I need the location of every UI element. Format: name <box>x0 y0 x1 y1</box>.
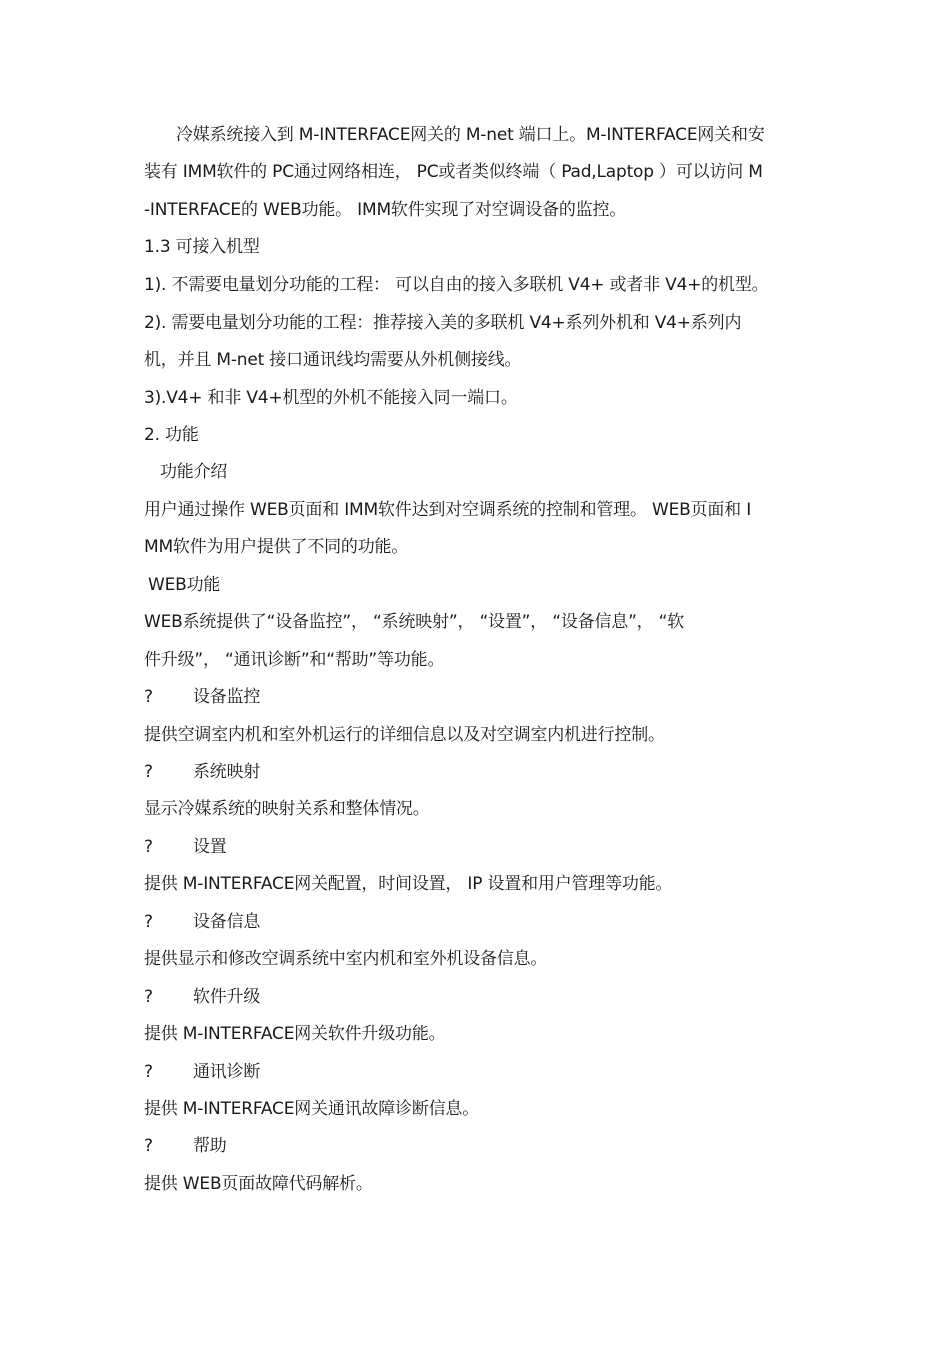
list-item: 1). 不需要电量划分功能的工程： 可以自由的接入多联机 V4+ 或者非 V4+的机型。 <box>144 275 769 295</box>
paragraph-line: WEB系统提供了“设备监控”， “系统映射”， “设置”， “设备信息”， “软 <box>144 612 685 632</box>
subsection-heading: WEB功能 <box>148 575 221 595</box>
feature-description: 提供 M-INTERFACE网关软件升级功能。 <box>144 1024 446 1044</box>
bullet-mark: ? <box>144 687 153 707</box>
section-heading: 2. 功能 <box>144 425 199 445</box>
list-item: 3).V4+ 和非 V4+机型的外机不能接入同一端口。 <box>144 388 518 408</box>
bullet-mark: ? <box>144 837 153 857</box>
paragraph-line: 件升级”， “通讯诊断”和“帮助”等功能。 <box>144 650 445 670</box>
paragraph-line: MM软件为用户提供了不同的功能。 <box>144 537 409 557</box>
bullet-mark: ? <box>144 912 153 932</box>
section-heading: 1.3 可接入机型 <box>144 237 260 257</box>
paragraph-line: 用户通过操作 WEB页面和 IMM软件达到对空调系统的控制和管理。 WEB页面和 I <box>144 500 752 520</box>
feature-description: 提供 M-INTERFACE网关通讯故障诊断信息。 <box>144 1099 480 1119</box>
feature-title: 帮助 <box>193 1136 227 1156</box>
feature-title: 设备信息 <box>193 912 261 932</box>
paragraph-line: -INTERFACE的 WEB功能。 IMM软件实现了对空调设备的监控。 <box>144 200 627 220</box>
feature-description: 提供 M-INTERFACE网关配置，时间设置， IP 设置和用户管理等功能。 <box>144 874 673 894</box>
paragraph-line: 装有 IMM软件的 PC通过网络相连， PC或者类似终端（ Pad,Laptop ）可以访问 M <box>144 162 763 182</box>
feature-title: 设备监控 <box>193 687 261 707</box>
feature-title: 系统映射 <box>193 762 261 782</box>
list-item: 2). 需要电量划分功能的工程：推荐接入美的多联机 V4+系列外机和 V4+系列内 <box>144 313 742 333</box>
bullet-mark: ? <box>144 762 153 782</box>
feature-title: 软件升级 <box>193 987 261 1007</box>
list-item-continuation: 机，并且 M-net 接口通讯线均需要从外机侧接线。 <box>144 350 522 370</box>
feature-title: 通讯诊断 <box>193 1062 261 1082</box>
bullet-mark: ? <box>144 987 153 1007</box>
feature-description: 提供显示和修改空调系统中室内机和室外机设备信息。 <box>144 949 548 969</box>
bullet-mark: ? <box>144 1062 153 1082</box>
feature-description: 提供 WEB页面故障代码解析。 <box>144 1174 373 1194</box>
feature-description: 显示冷媒系统的映射关系和整体情况。 <box>144 799 430 819</box>
bullet-mark: ? <box>144 1136 153 1156</box>
paragraph-line: 冷媒系统接入到 M-INTERFACE网关的 M-net 端口上。M-INTERFACE网关和安 <box>176 125 765 145</box>
feature-description: 提供空调室内机和室外机运行的详细信息以及对空调室内机进行控制。 <box>144 725 665 745</box>
subsection-heading: 功能介绍 <box>160 462 228 482</box>
feature-title: 设置 <box>193 837 227 857</box>
